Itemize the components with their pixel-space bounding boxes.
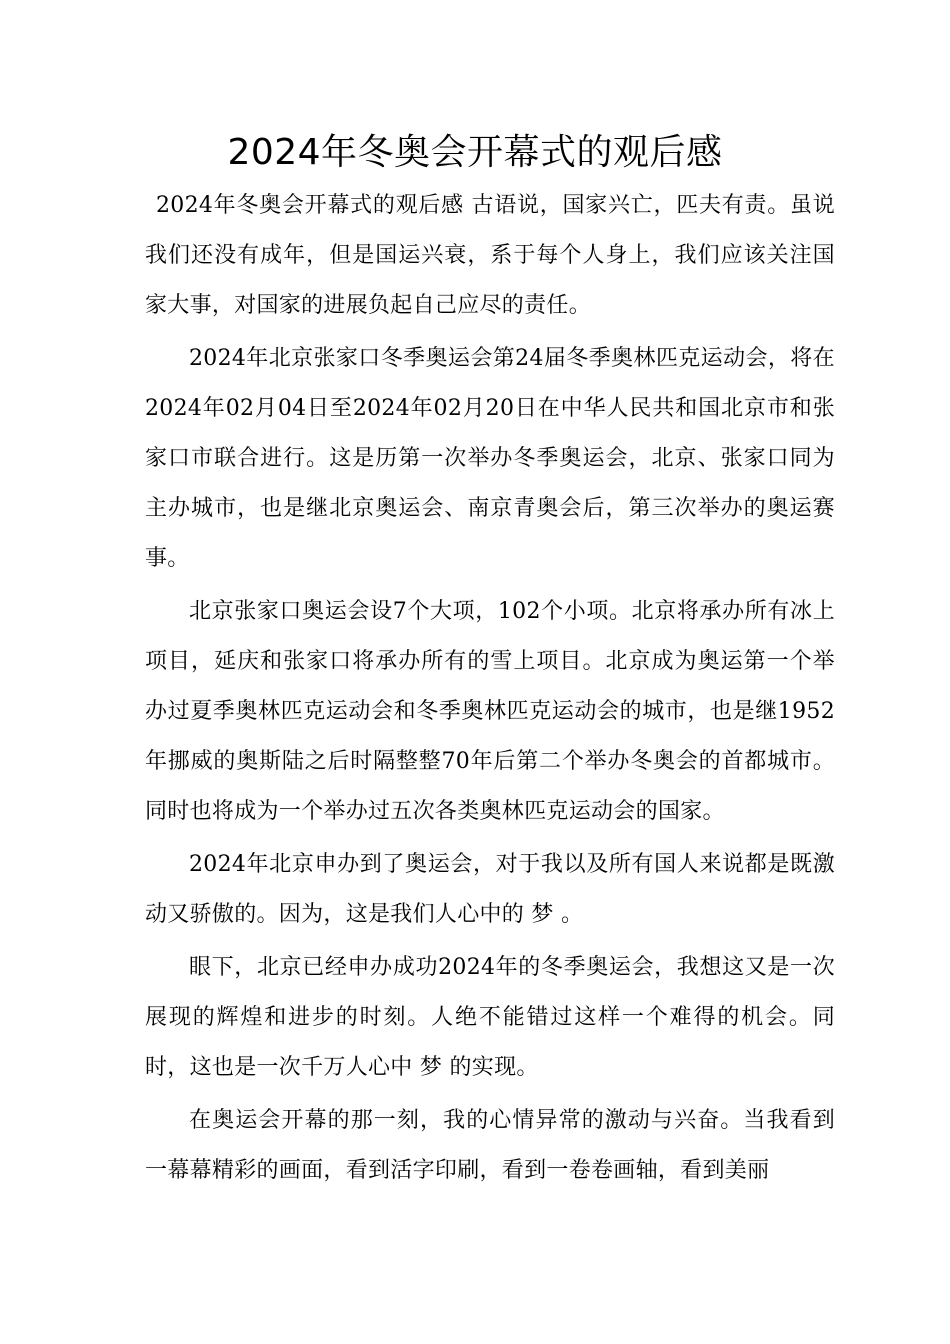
document-title: 2024年冬奥会开幕式的观后感	[227, 132, 723, 173]
paragraph-1: 2024年冬奥会开幕式的观后感 古语说，国家兴亡，匹夫有责。虽说我们还没有成年，但是国运兴衰，系于每个人身上，我们应该关注国家大事，对国家的进展负起自己应尽的责任。	[145, 193, 835, 318]
paragraph-2: 2024年北京张家口冬季奥运会第24届冬季奥林匹克运动会，将在2024年02月04日至2024年02月20日在中华人民共和国北京市和张家口市联合进行。这是历第一次举办冬季奥运会，北京、张家口同为主办城市，也是继北京奥运会、南京青奥会后，第三次举办的奥运赛事。	[145, 346, 835, 571]
paragraph-6: 在奥运会开幕的那一刻，我的心情异常的激动与兴奋。当我看到一幕幕精彩的画面，看到活字印刷，看到一卷卷画轴，看到美丽	[145, 1108, 835, 1183]
paragraph-5: 眼下，北京已经申办成功2024年的冬季奥运会，我想这又是一次展现的辉煌和进步的时刻。人绝不能错过这样一个难得的机会。同时，这也是一次千万人心中 梦 的实现。	[145, 955, 835, 1080]
document-body	[145, 181, 835, 1199]
paragraph-3: 北京张家口奥运会设7个大项，102个小项。北京将承办所有冰上项目，延庆和张家口将承办所有的雪上项目。北京成为奥运第一个举办过夏季奥林匹克运动会和冬季奥林匹克运动会的城市，也是继1952年挪威的奥斯陆之后时隔整整70年后第二个举办冬奥会的首都城市。同时也将成为一个举办过五次各类奥林匹克运动会的国家。	[145, 599, 835, 824]
paragraph-4: 2024年北京申办到了奥运会，对于我以及所有国人来说都是既激动又骄傲的。因为，这是我们人心中的 梦 。	[145, 852, 835, 927]
